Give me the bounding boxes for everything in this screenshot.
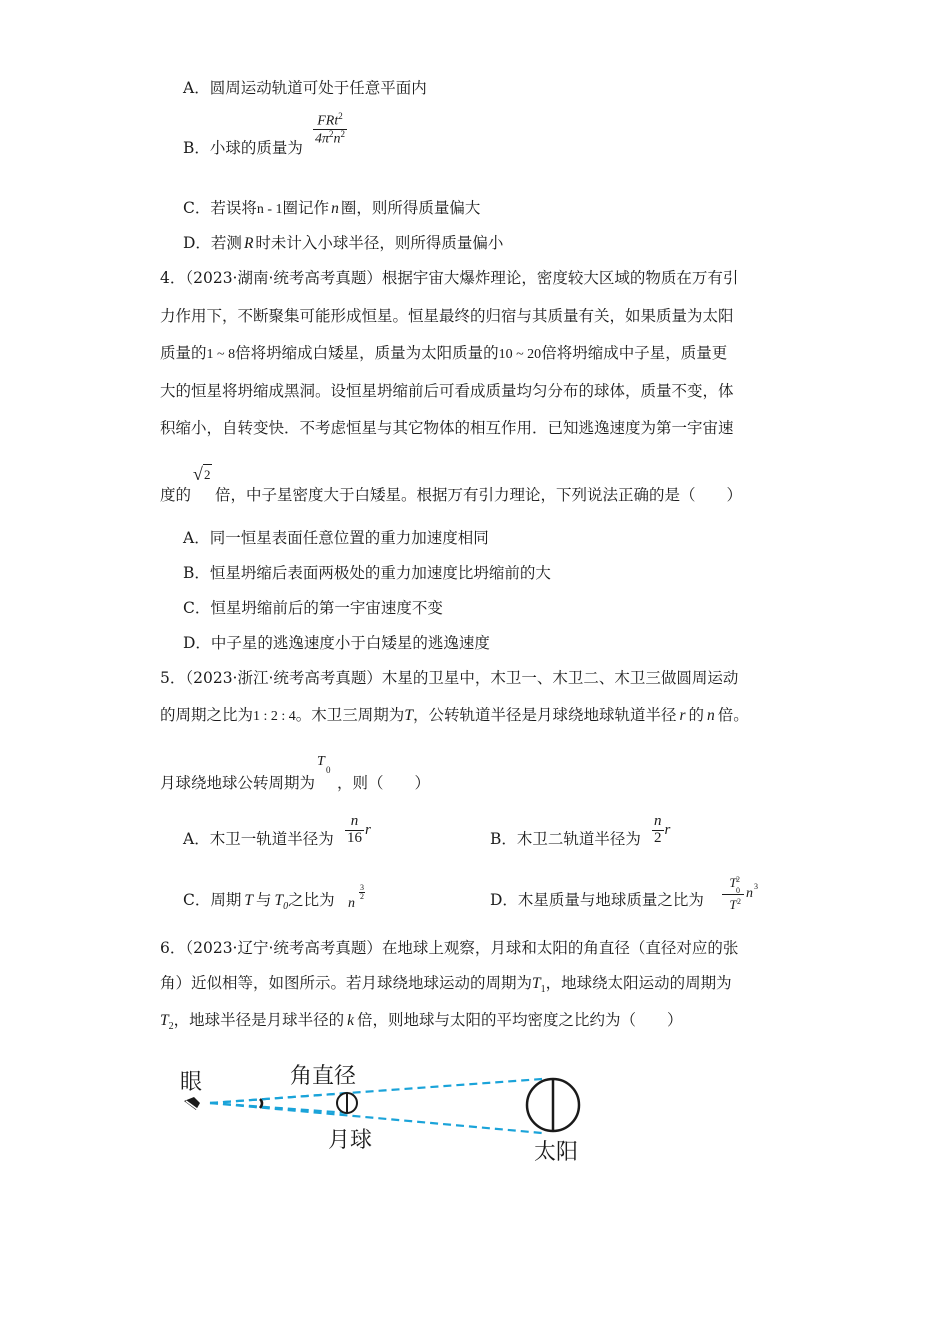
q5-l2-b: 。木卫三周期为 xyxy=(295,706,405,724)
q5-a-num: n xyxy=(345,814,364,831)
q5-c-mid: 与 xyxy=(256,891,272,909)
q5-c-exp-num: 3 xyxy=(360,883,364,892)
q5-c-T: T xyxy=(244,892,253,909)
q4-l6-b: 倍，中子星密度大于白矮星。根据万有引力理论，下列说法正确的是（ ） xyxy=(215,486,743,504)
q5-d-num-T: T xyxy=(729,875,737,890)
moon-shape xyxy=(337,1093,357,1113)
q5-b-pre: B．木卫二轨道半径为 xyxy=(490,830,641,848)
q6-l2-sub: 1 xyxy=(540,984,546,996)
q4-line-3 xyxy=(160,343,727,365)
q5-d-den-T: T xyxy=(729,897,737,912)
q5-c-post: 之比为 xyxy=(288,891,335,909)
q3-option-b-text: B．小球的质量为 xyxy=(183,139,303,157)
q3-c-pre: C．若误将 xyxy=(183,199,257,217)
q6-line-1: 6．（2023·辽宁·统考高考真题）在地球上观察，月球和太阳的角直径（直径对应的张 xyxy=(160,939,739,957)
q5-a-fraction xyxy=(345,814,371,847)
q3-d-var: R xyxy=(243,235,254,252)
q5-option-b xyxy=(490,829,641,849)
eye-icon xyxy=(184,1097,200,1110)
q4-option-b: B．恒星坍缩后表面两极处的重力加速度比坍缩前的大 xyxy=(183,564,551,582)
q4-l3-a: 质量的 xyxy=(160,344,207,362)
q3-option-c xyxy=(183,198,480,220)
q5-c-exp-den: 2 xyxy=(360,892,364,901)
q5-d-den-sup: 2 xyxy=(737,897,741,906)
q3-d-pre: D．若测 xyxy=(183,234,242,252)
q3-c-post: 圈，则所得质量偏大 xyxy=(340,199,481,217)
q5-l2-r: r xyxy=(679,707,686,724)
q5-d-n-sup: 3 xyxy=(754,882,758,891)
q6-l3-sub: 2 xyxy=(168,1021,174,1033)
q5-d-den xyxy=(722,896,744,914)
q5-b-fraction xyxy=(652,814,670,847)
q5-l2-d: 的 xyxy=(688,706,705,724)
q3-option-d xyxy=(183,233,503,254)
q6-line-3 xyxy=(160,1010,683,1037)
q5-d-num-sup: 2 xyxy=(736,875,740,884)
q4-line-6 xyxy=(160,464,743,505)
q6-l2-a: 角）近似相等，如图所示。若月球绕地球运动的周期为 xyxy=(160,974,533,992)
q5-l3-a: 月球绕地球公转周期为 xyxy=(160,774,316,792)
q5-l2-ratio: 1 : 2 : 4 xyxy=(253,709,296,724)
q4-l3-m2: 10 ~ 20 xyxy=(498,347,542,362)
q4-line-2: 力作用下，不断聚集可能形成恒星。恒星最终的归宿与其质量有关，如果质量为太阳 xyxy=(160,307,734,325)
q3-b-den-sup1: 2 xyxy=(329,129,334,140)
q5-l2-c: ，公转轨道半径是月球绕地球轨道半径 xyxy=(412,706,677,724)
q6-line-2 xyxy=(160,973,732,1000)
q4-l3-b: 倍将坍缩成白矮星，质量为太阳质量的 xyxy=(235,344,499,362)
q3-c-mid: 圈记作 xyxy=(282,199,330,217)
q5-c-T0: T xyxy=(274,892,284,909)
q5-a-pre: A．木卫一轨道半径为 xyxy=(183,830,334,848)
lower-moon-line xyxy=(210,1103,348,1113)
q4-option-a: A．同一恒星表面任意位置的重力加速度相同 xyxy=(183,529,489,547)
q5-d-num-sub: 0 xyxy=(736,886,740,895)
q3-b-den-b: n xyxy=(333,132,341,147)
q5-line-1: 5．（2023·浙江·统考高考真题）木星的卫星中，木卫一、木卫二、木卫三做圆周运动 xyxy=(160,669,739,687)
moon-label: 月球 xyxy=(328,1128,373,1153)
q6-l3-k: k xyxy=(347,1012,355,1029)
q4-l3-c: 倍将坍缩成中子星，质量更 xyxy=(541,344,728,362)
q5-l2-T: T xyxy=(404,707,413,724)
q5-c-base: n xyxy=(348,896,355,911)
q3-option-b xyxy=(183,138,303,158)
q5-b-r: r xyxy=(664,821,671,838)
q5-l3-b: ，则（ ） xyxy=(337,774,431,792)
q6-l2-b: ，地球绕太阳运动的周期为 xyxy=(545,974,732,992)
q3-b-fraction xyxy=(313,112,347,148)
q5-line-3 xyxy=(160,754,431,793)
q5-option-d xyxy=(490,890,704,910)
q5-T0-T: T xyxy=(317,754,325,769)
q6-l3-b: 倍，则地球与太阳的平均密度之比约为（ ） xyxy=(357,1011,683,1029)
sight-lines xyxy=(210,1079,542,1133)
q3-c-var: n xyxy=(331,200,339,217)
q4-line-1: 4．（2023·湖南·统考高考真题）根据宇宙大爆炸理论，密度较大区域的物质在万有引 xyxy=(160,269,739,287)
q3-b-num: FRt xyxy=(317,113,339,129)
q4-sqrt: √ 2 xyxy=(193,464,211,484)
q5-l2-a: 的周期之比为 xyxy=(160,706,254,724)
q5-line-2 xyxy=(160,705,749,727)
q5-option-a xyxy=(183,829,334,849)
q5-l2-e: 倍。 xyxy=(717,706,749,724)
q5-d-n: n xyxy=(746,886,753,901)
q3-c-math: n - 1 xyxy=(256,202,283,217)
q6-l3-T: T xyxy=(160,1012,169,1029)
eye-label: 眼 xyxy=(180,1070,203,1095)
q6-l2-T: T xyxy=(532,975,541,992)
angular-diameter-label: 角直径 xyxy=(290,1064,357,1089)
q4-l6-a: 度的 xyxy=(160,486,192,504)
q5-b-num: n xyxy=(654,813,662,829)
angular-diameter-diagram xyxy=(170,1055,610,1175)
q3-option-a: A．圆周运动轨道可处于任意平面内 xyxy=(183,79,427,97)
q3-b-den-a: 4π xyxy=(315,132,330,147)
q3-b-den-sup2: 2 xyxy=(340,129,346,140)
sun-shape xyxy=(527,1079,579,1131)
q4-sqrt-value: 2 xyxy=(203,464,212,485)
q5-l2-n: n xyxy=(707,707,715,724)
q5-T0-sub: 0 xyxy=(326,765,331,775)
q4-option-d: D．中子星的逃逸速度小于白矮星的逃逸速度 xyxy=(183,634,490,652)
q5-b-den: 2 xyxy=(654,829,662,846)
q5-c-T0-sub: 0 xyxy=(283,901,289,913)
q3-d-post: 时未计入小球半径，则所得质量偏小 xyxy=(255,234,504,252)
q5-a-den: 16 xyxy=(347,829,362,846)
q4-line-4: 大的恒星将坍缩成黑洞。设恒星坍缩前后可看成质量均匀分布的球体，质量不变，体 xyxy=(160,382,734,400)
q5-option-c xyxy=(183,890,335,917)
angle-arc xyxy=(260,1099,262,1108)
q6-l3-a: ，地球半径是月球半径的 xyxy=(173,1011,345,1029)
q5-d-fraction xyxy=(722,874,768,916)
sun-label: 太阳 xyxy=(534,1140,579,1165)
q5-c-power xyxy=(348,884,372,918)
q5-c-exponent xyxy=(359,884,365,901)
upper-moon-line xyxy=(210,1093,348,1103)
q3-b-num-sup: 2 xyxy=(338,111,343,121)
q4-option-c: C．恒星坍缩前后的第一宇宙速度不变 xyxy=(183,599,443,617)
q4-line-5: 积缩小，自转变快．不考虑恒星与其它物体的相互作用．已知逃逸速度为第一宇宙速 xyxy=(160,419,734,437)
q5-d-pre: D．木星质量与地球质量之比为 xyxy=(490,891,704,909)
q5-d-num xyxy=(722,874,744,895)
q5-T0 xyxy=(315,754,337,788)
q5-a-r: r xyxy=(365,821,371,838)
q5-c-pre: C．周期 xyxy=(183,891,242,909)
q4-l3-m1: 1 ~ 8 xyxy=(206,347,236,362)
